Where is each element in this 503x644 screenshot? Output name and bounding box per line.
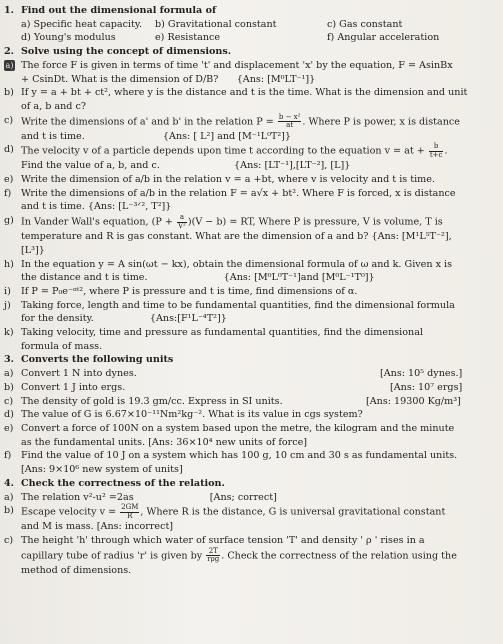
item-text: Taking velocity, time and pressure as fundamental quantities, find the dimensional	[21, 327, 423, 339]
item-text: In Vander Wall's equation, (P +	[21, 216, 173, 228]
fraction: $\frac{\text{b − x²}}{at}$	[278, 112, 301, 130]
item-label: b)	[4, 505, 14, 517]
item-text: Write the dimension of a/b in the relation v = a +bt, where v is velocity and t is time.	[21, 174, 435, 186]
item-label: b)	[4, 87, 14, 99]
item-text: Convert a force of 100N on a system based upon the metre, the kilogram and the minute	[21, 422, 455, 434]
option: f) Angular acceleration	[327, 32, 440, 44]
item-text: Convert 1 N into dynes.	[21, 368, 137, 380]
answer: [Ans: 10⁵ dynes.]	[380, 368, 463, 380]
q2-item-j	[4, 299, 498, 326]
question-number: 4.	[4, 477, 15, 489]
item-text: Taking force, length and time to be fundamental quantities, find the dimensional formula	[21, 299, 455, 311]
item-label: d)	[4, 144, 14, 156]
item-text: as the fundamental units.	[21, 436, 146, 448]
q2-item-e	[4, 173, 498, 187]
question-2	[4, 45, 498, 59]
item-text: Convert 1 J into ergs.	[21, 381, 126, 393]
q2-item-g	[4, 214, 498, 257]
item-text: and M is mass.	[21, 521, 94, 533]
answer: {Ans: [LT⁻¹],[LT⁻²], [L]}	[234, 160, 351, 172]
answer: {Ans: [M¹L⁵T⁻²],	[371, 231, 452, 243]
item-text: The value of G is 6.67×10⁻¹¹Nm²kg⁻². What is its value in cgs system?	[21, 409, 363, 421]
answer: {Ans: [M⁰LT⁻¹]}	[236, 73, 316, 85]
item-label-a: a)	[5, 60, 14, 70]
q3-item-a	[4, 367, 498, 381]
item-text: the distance and t is time.	[21, 272, 148, 284]
item-text: )(V − b) = RT, Where P is pressure, V is volume, T is	[187, 216, 443, 228]
option: c) Gas constant	[327, 18, 403, 30]
option: e) Resistance	[155, 32, 221, 44]
item-text: In the equation y = A sin(ωt − kx), obtain the dimensional formula of ω and k. Given x is	[21, 258, 453, 270]
option: d) Young's modulus	[21, 32, 116, 44]
q4-item-b	[4, 504, 498, 534]
q2-item-b	[4, 86, 498, 113]
item-text: Find the value of a, b, and c.	[21, 160, 160, 172]
item-label: a)	[4, 491, 14, 503]
item-text: The velocity v of a particle depends upon time t according to the equation v = at +	[21, 145, 425, 157]
item-label: e)	[4, 422, 14, 434]
q3-item-d	[4, 408, 498, 422]
item-text: The density of gold is 19.3 gm/cc. Express in SI units.	[21, 395, 283, 407]
q1-options-row-2	[4, 31, 498, 45]
item-text: The relation v²-u² =2as	[21, 491, 134, 503]
item-text: and t is time.	[21, 201, 85, 213]
item-text: Escape velocity v =	[21, 506, 117, 518]
question-title: Solve using the concept of dimensions.	[21, 46, 232, 58]
question-1	[4, 4, 498, 18]
item-text: The force F is given in terms of time 't' and displacement 'x' by the equation, F = AsinBx	[21, 59, 453, 71]
item-text: capillary tube of radius 'r' is given by	[21, 550, 203, 562]
item-text: formula of mass.	[21, 340, 103, 352]
item-label: k)	[4, 327, 14, 339]
item-text: method of dimensions.	[21, 564, 132, 576]
q2-item-f	[4, 187, 498, 214]
q3-item-c	[4, 395, 498, 409]
q3-item-f	[4, 449, 498, 476]
question-title: Converts the following units	[21, 354, 174, 366]
item-text: and t is time.	[21, 130, 85, 142]
q2-item-i	[4, 285, 498, 299]
item-label: f)	[4, 187, 12, 199]
question-4	[4, 477, 498, 491]
item-label: e)	[4, 174, 14, 186]
question-number: 3.	[4, 354, 15, 366]
item-label: i)	[4, 285, 11, 297]
item-label: d)	[4, 409, 14, 421]
q3-item-e	[4, 422, 498, 449]
question-number: 2.	[4, 46, 15, 58]
answer: {Ans: [L⁻³ᐟ², T²]}	[87, 201, 172, 213]
fraction: $\frac{a}{\text{V²}}$	[177, 213, 186, 230]
item-text: . Where P is power, x is distance	[302, 116, 460, 128]
item-label: c)	[4, 114, 14, 126]
item-label: c)	[4, 534, 14, 546]
item-text: Find the value of 10 J on a system which has 100 g, 10 cm and 30 s as fundamental units.	[21, 450, 458, 462]
question-3	[4, 353, 498, 367]
question-number: 1.	[4, 5, 15, 16]
item-text: , Where R is the distance, G is universal gravitational constant	[140, 506, 446, 518]
answer: {Ans: [M⁰L⁰T⁻¹]and [M⁰L⁻¹T⁰]}	[223, 272, 375, 284]
answer: [L³]}	[21, 244, 45, 256]
q4-item-c	[4, 534, 498, 577]
item-label: a)	[4, 368, 14, 380]
item-text: If y = a + bt + ct², where y is the distance and t is the time.	[21, 87, 313, 99]
item-text: What is the dimension and unit	[315, 87, 468, 99]
option: b) Gravitational constant	[155, 18, 277, 30]
q4-item-a	[4, 491, 498, 505]
answer: [Ans; correct]	[209, 491, 277, 503]
item-label: c)	[4, 395, 14, 407]
question-title: Check the correctness of the relation.	[21, 477, 225, 489]
answer: [Ans: 10⁷ ergs]	[390, 381, 463, 393]
answer: [Ans: 36×10⁴ new units of force]	[148, 436, 308, 448]
q3-item-b	[4, 381, 498, 395]
fraction: $\frac{b}{t+c}$	[429, 142, 443, 159]
q2-item-d: d) The velocity v of a particle depends upon time t according to the equation v = at + $\frac{b}{t+c}$ . Find the value of a, b, and c. {Ans: [LT⁻¹],[LT⁻²], [L]}	[4, 142, 448, 172]
question-title: Find out the dimensional formula of	[21, 5, 217, 16]
item-label: j)	[4, 299, 11, 311]
item-text: + CsinDt. What is the dimension of D/B?	[21, 73, 219, 85]
option: a) Specific heat capacity.	[21, 18, 143, 30]
item-text: If P = P₀e⁻ᵅᵗ², where P is pressure and t is time, find dimensions of α.	[21, 285, 358, 297]
item-text: Write the dimensions of a/b in the relation F = a√x + bt². Where F is forced, x is distance	[21, 187, 456, 199]
q2-item-k	[4, 326, 498, 353]
fraction: $\frac{2GM}{R}$	[121, 503, 139, 520]
answer: {Ans:[F¹L⁻⁴T²]}	[149, 313, 227, 325]
item-text: of a, b and c?	[21, 100, 86, 112]
item-label: g)	[4, 215, 14, 227]
q1-options-row-1	[4, 18, 498, 32]
q2-item-a	[4, 59, 498, 86]
q2-item-c	[4, 114, 498, 144]
item-label: b)	[4, 381, 14, 393]
item-text: for the density.	[21, 313, 94, 325]
item-text: Write the dimensions of a' and b' in the relation P =	[21, 116, 274, 128]
item-label: h)	[4, 258, 14, 270]
answer: [Ans: 19300 Kg/m³]	[366, 395, 461, 407]
answer: [Ans: incorrect]	[96, 521, 174, 533]
item-text: temperature and R is gas constant. What are the dimension of a and b?	[21, 231, 369, 243]
answer: {Ans: [ L²] and [M⁻¹L⁰T²]}	[162, 130, 292, 142]
item-label: f)	[4, 450, 12, 462]
fraction: $\frac{2T}{\text{rρg}}$	[207, 546, 220, 564]
item-text: The height 'h' through which water of surface tension 'T' and density ' ρ ' rises in a	[21, 534, 425, 546]
item-text: . Check the correctness of the relation using the	[221, 550, 457, 562]
q2-item-h	[4, 258, 498, 285]
answer: [Ans: 9×10⁶ new system of units]	[21, 464, 183, 476]
